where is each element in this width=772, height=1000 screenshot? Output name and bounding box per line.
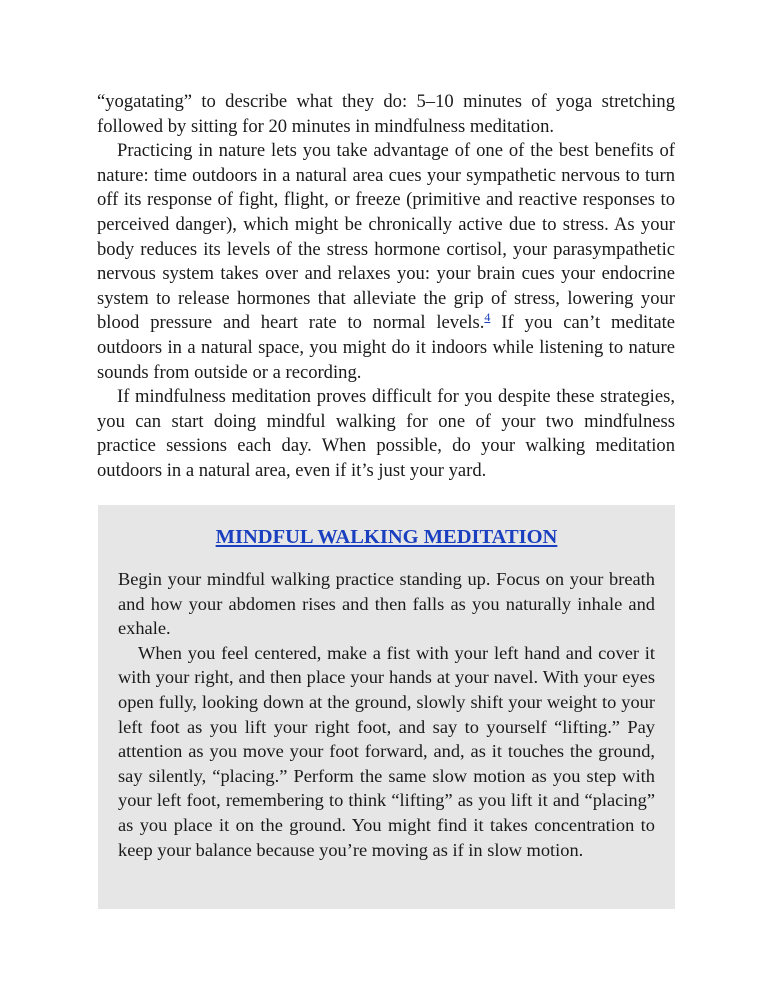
- body-paragraph-1: “yogatating” to describe what they do: 5–10 minutes of yoga stretching followed by sitting for 20 minutes in mindfulness meditation.: [97, 91, 675, 137]
- body-paragraph-2-continued: If you can’t meditate outdoors in a natural space, you might do it indoors while listening to nature sounds from outside or a recording.: [97, 312, 675, 383]
- body-paragraph-2-text: Practicing in nature lets you take advantage of one of the best benefits of nature: time outdoors in a natural area cues your sympathetic nervous to turn off its response of fight, flight, or freeze (primitive and reactive responses to perceived danger), which might be chronically active due to stress. As your body reduces its levels of the stress hormone cortisol, your parasympathetic nervous system takes over and relaxes you: your brain cues your endocrine system to release hormones that alleviate the grip of stress, lowering your blood pressure and heart rate to normal levels.: [97, 140, 675, 334]
- body-text: [97, 90, 675, 484]
- sidebar-title: [118, 523, 655, 551]
- footnote-reference-link[interactable]: 4: [484, 310, 491, 325]
- sidebar-box: [98, 505, 675, 909]
- sidebar-paragraph-2: When you feel centered, make a fist with your left hand and cover it with your right, and then place your hands at your navel. With your eyes open fully, looking down at the ground, slowly shift your weight to your left foot as you lift your right foot, and say to yourself “lifting.” Pay attention as you move your foot forward, and, as it touches the ground, say silently, “placing.” Perform the same slow motion as you step with your left foot, remembering to think “lifting” as you lift it and “placing” as you place it on the ground. You might find it takes concentration to keep your balance because you’re moving as if in slow motion.: [118, 642, 655, 860]
- sidebar-title-link[interactable]: MINDFUL WALKING MEDITATION: [215, 526, 558, 548]
- sidebar-paragraph-1: Begin your mindful walking practice standing up. Focus on your breath and how your abdomen rises and then falls as you naturally inhale and exhale.: [118, 569, 655, 639]
- body-paragraph-2: [97, 139, 675, 385]
- body-paragraph-3: If mindfulness meditation proves difficult for you despite these strategies, you can start doing mindful walking for one of your two mindfulness practice sessions each day. When possible, do your walking meditation outdoors in a natural area, even if it’s just your yard.: [97, 386, 675, 481]
